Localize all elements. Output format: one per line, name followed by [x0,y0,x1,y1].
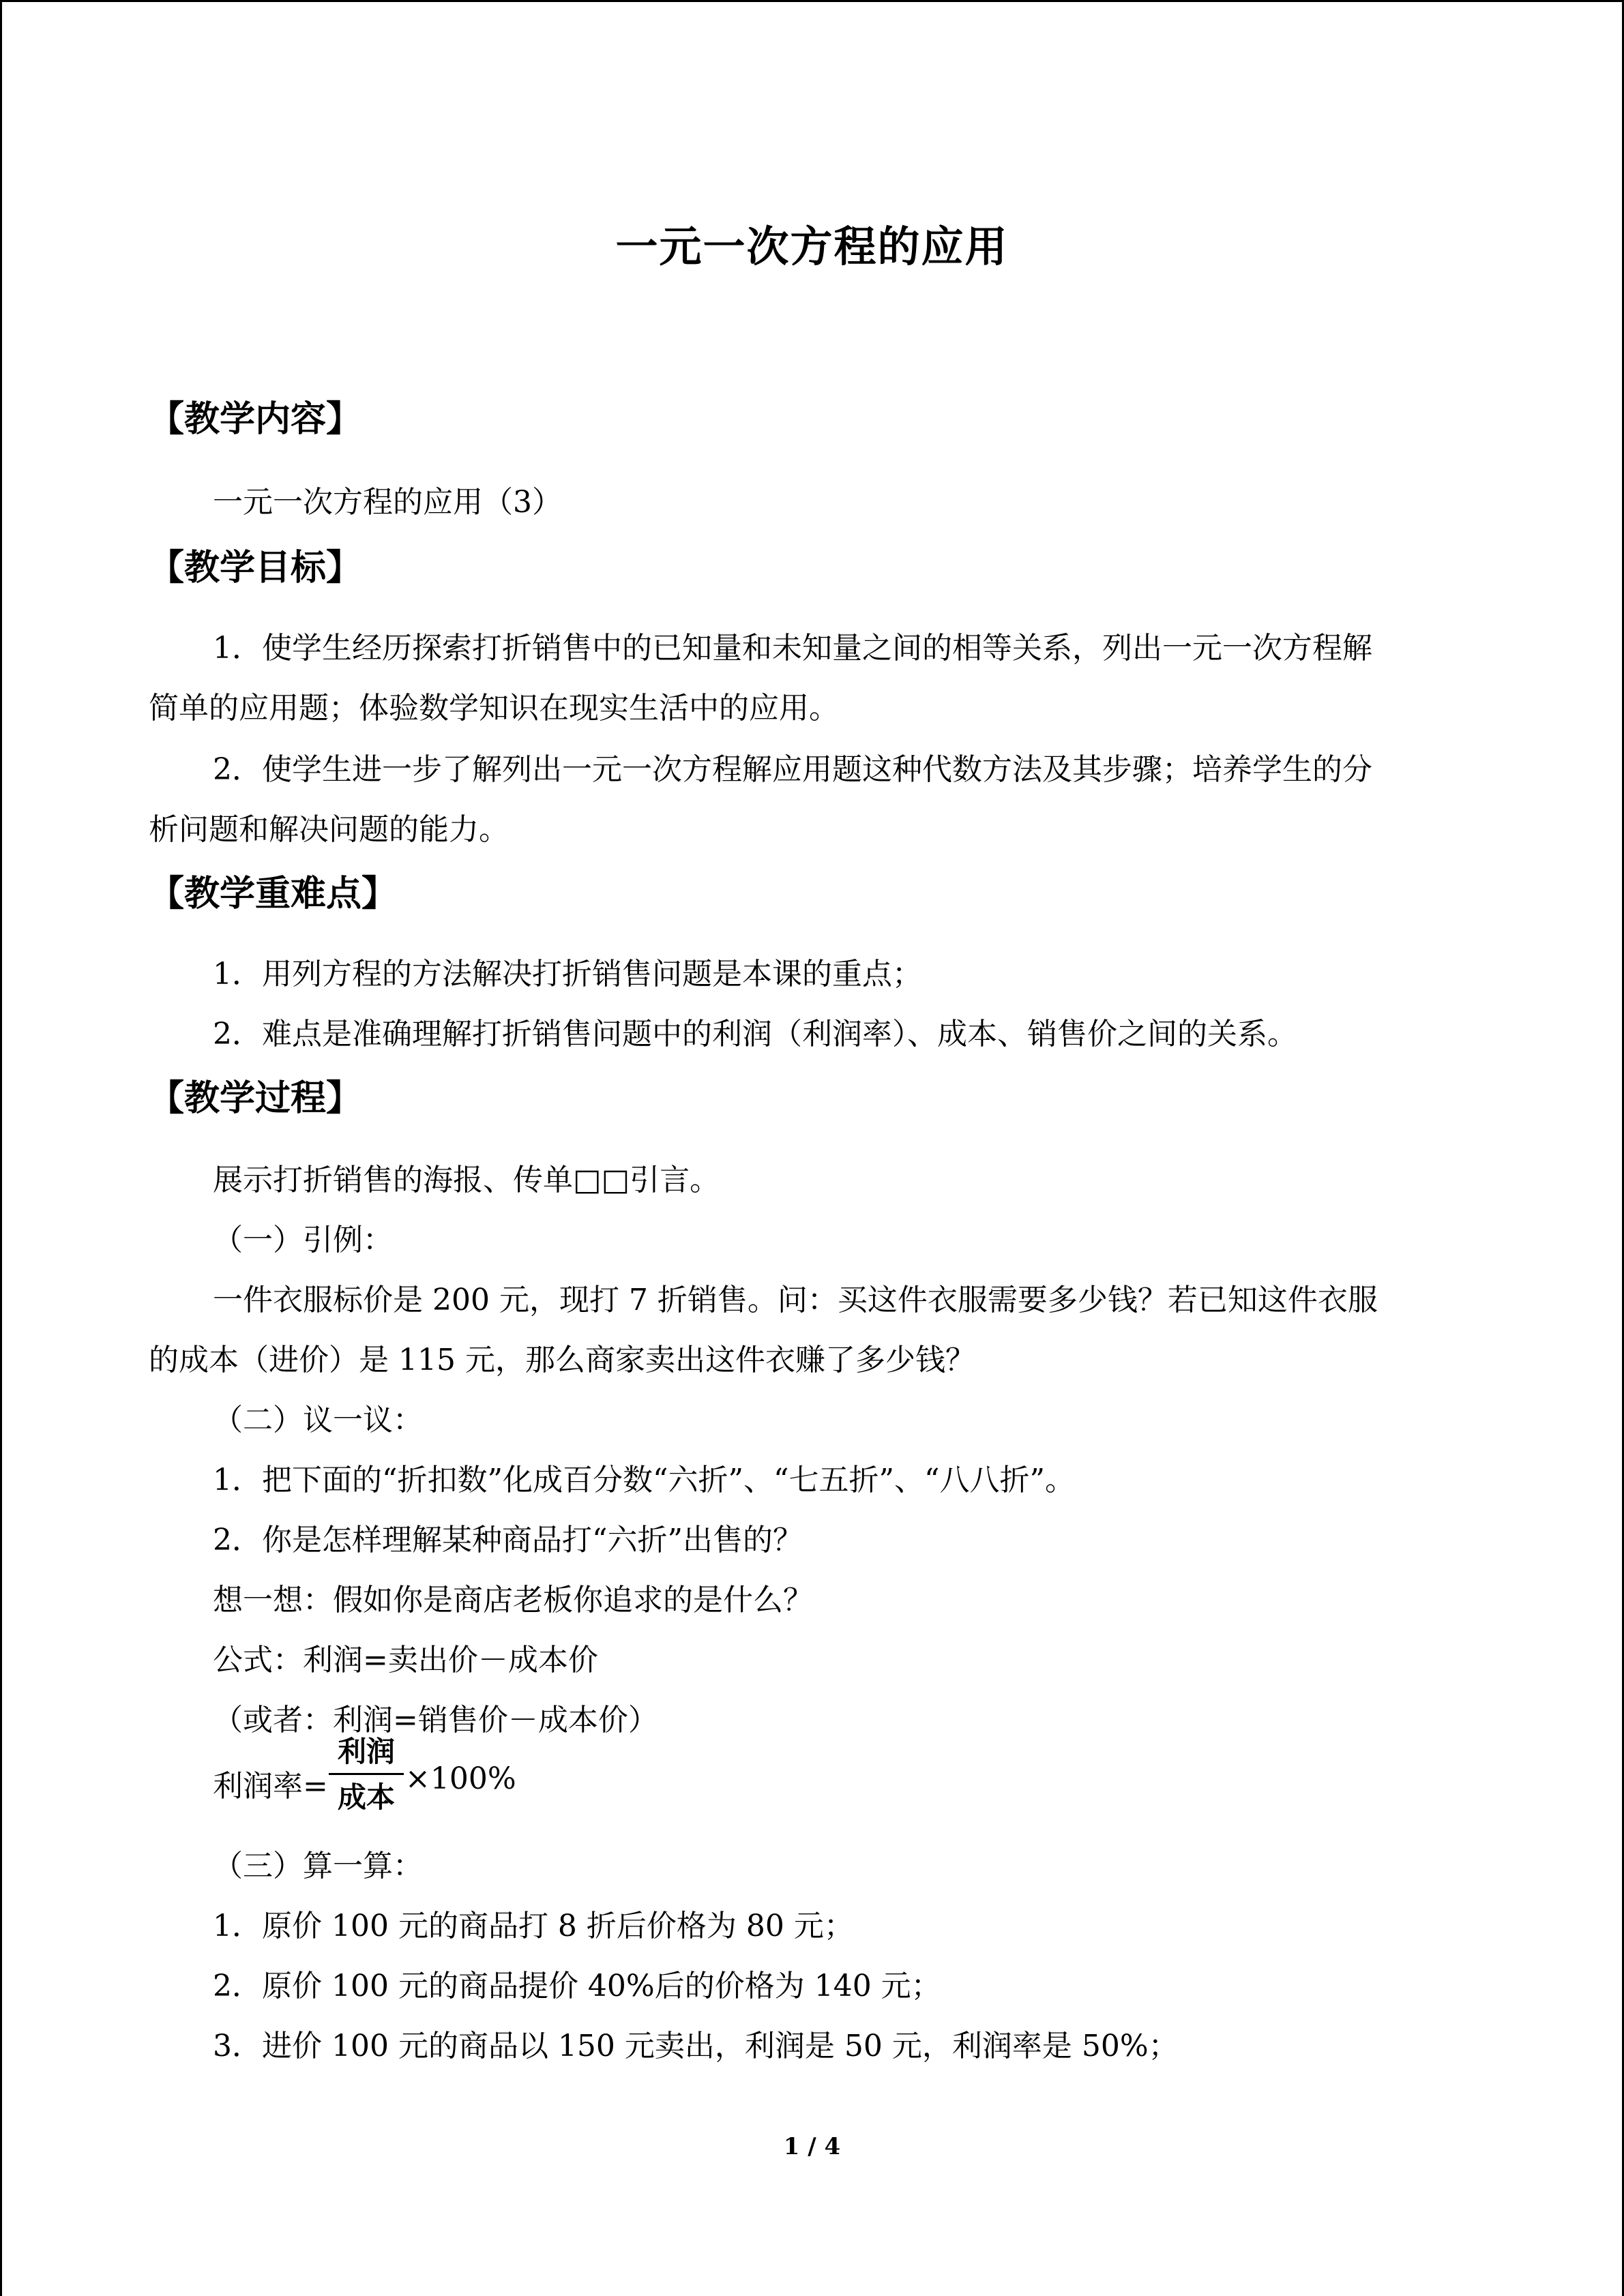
page-number: 1 / 4 [783,2133,841,2160]
formula-profit-rate-lhs: 利润率= [213,1769,328,1804]
fraction-numerator: 利润 [337,1735,395,1768]
formula-fraction [329,1732,404,1817]
calc-heading: （三）算一算： [213,1849,423,1883]
heading-teaching-goals: 【教学目标】 [149,548,362,588]
formula-profit-alt: （或者：利润=销售价－成本价） [213,1703,658,1738]
discuss-item-1: 1．把下面的“折扣数”化成百分数“六折”、“七五折”、“八八折”。 [213,1463,1075,1497]
example-heading: （一）引例： [213,1223,393,1257]
think-prompt: 想一想：假如你是商店老板你追求的是什么？ [213,1583,813,1617]
goal-2-line-1: 2．使学生进一步了解列出一元一次方程解应用题这种代数方法及其步骤；培养学生的分 [213,752,1372,787]
example-line-1: 一件衣服标价是 200 元，现打 7 折销售。问：买这件衣服需要多少钱？若已知这件衣服 [213,1283,1378,1317]
goal-2-line-2: 析问题和解决问题的能力。 [149,812,509,847]
fraction-bar [329,1773,404,1775]
formula-profit: 公式：利润=卖出价－成本价 [213,1643,598,1678]
heading-teaching-process: 【教学过程】 [149,1078,362,1119]
key-point-2: 2．难点是准确理解打折销售问题中的利润（利润率）、成本、销售价之间的关系。 [213,1017,1297,1052]
formula-profit-rate-rhs: ×100% [405,1761,516,1796]
page-top-border [0,0,1624,2]
heading-teaching-content: 【教学内容】 [149,399,362,440]
page-left-border [0,0,2,2296]
document-title: 一元一次方程的应用 [615,222,1009,271]
calc-item-2: 2．原价 100 元的商品提价 40%后的价格为 140 元； [213,1969,941,2003]
discuss-heading: （二）议一议： [213,1403,423,1437]
goal-1-line-1: 1．使学生经历探索打折销售中的已知量和未知量之间的相等关系，列出一元一次方程解 [213,631,1372,666]
example-line-2: 的成本（进价）是 115 元，那么商家卖出这件衣赚了多少钱？ [149,1343,975,1377]
goal-1-line-2: 简单的应用题；体验数学知识在现实生活中的应用。 [149,691,839,726]
teaching-content-text: 一元一次方程的应用（3） [213,485,562,520]
calc-item-3: 3．进价 100 元的商品以 150 元卖出，利润是 50 元，利润率是 50%； [213,2029,1179,2063]
process-intro: 展示打折销售的海报、传单□□引言。 [213,1163,720,1197]
calc-item-1: 1．原价 100 元的商品打 8 折后价格为 80 元； [213,1909,854,1943]
fraction-denominator: 成本 [337,1780,395,1814]
discuss-item-2: 2．你是怎样理解某种商品打“六折”出售的？ [213,1523,803,1557]
key-point-1: 1．用列方程的方法解决打折销售问题是本课的重点； [213,957,922,992]
heading-key-points: 【教学重难点】 [149,874,398,914]
